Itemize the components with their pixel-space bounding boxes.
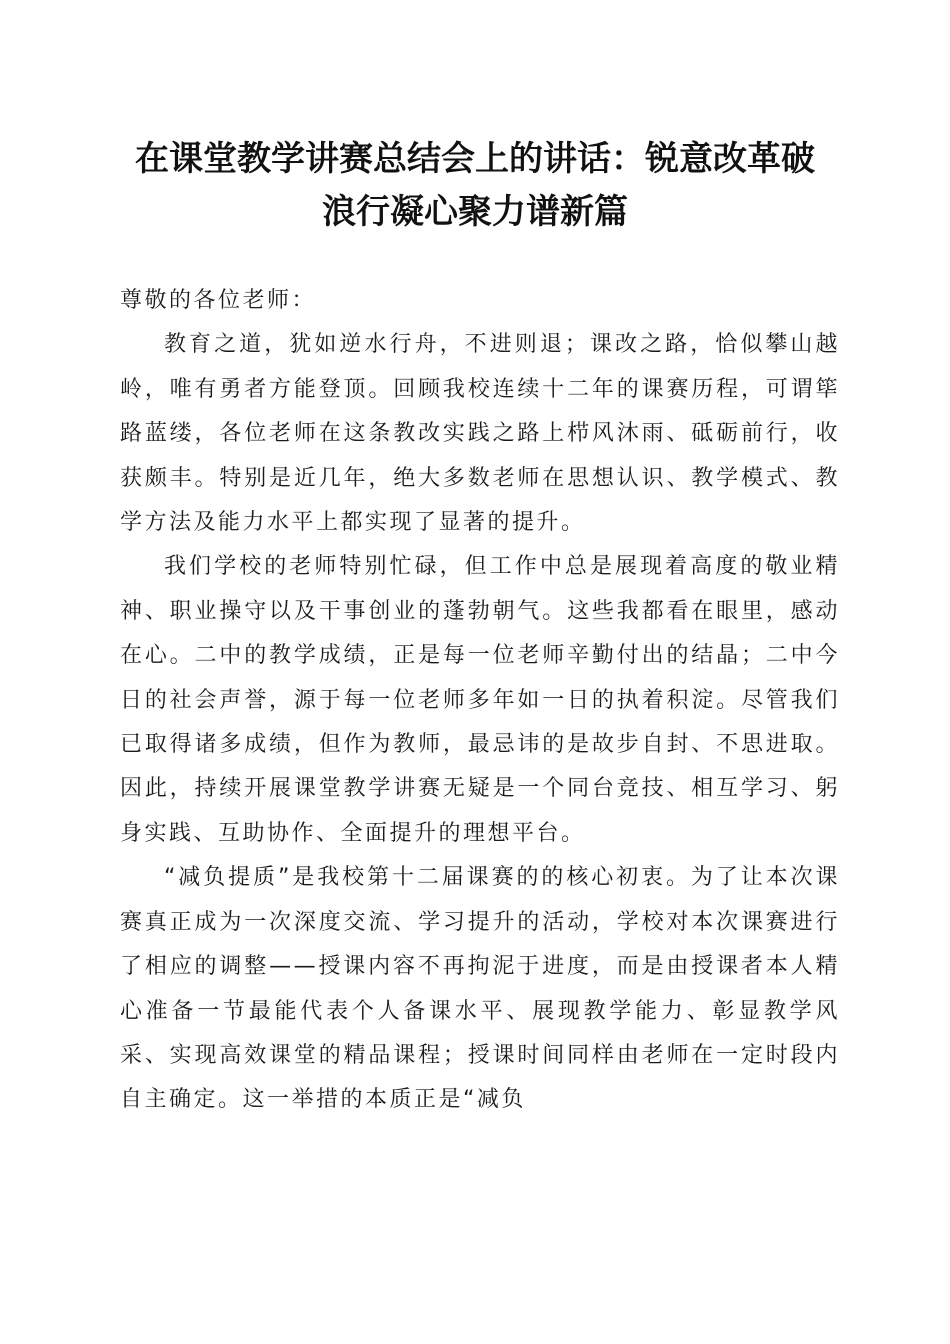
document-body [120,279,840,1123]
document-title [100,133,850,239]
salutation: 尊敬的各位老师： [120,288,317,313]
title-line-1: 在课堂教学讲赛总结会上的讲话：锐意改革破 [135,139,815,179]
paragraph: “减负提质”是我校第十二届课赛的的核心初衷。为了让本次课赛真正成为一次深度交流、学习提升的活动，学校对本次课赛进行了相应的调整——授课内容不再拘泥于进度，而是由授课者本人精心准备一节最能代表个人备课水平、展现教学能力、彰显教学风采、实现高效课堂的精品课程；授课时间同样由老师在一定时段内自主确定。这一举措的本质正是“减负 [120,865,840,1113]
paragraph: 我们学校的老师特别忙碌，但工作中总是展现着高度的敬业精神、职业操守以及干事创业的蓬勃朝气。这些我都看在眼里，感动在心。二中的教学成绩，正是每一位老师辛勤付出的结晶；二中今日的社会声誉，源于每一位老师多年如一日的执着积淀。尽管我们已取得诸多成绩，但作为教师，最忌讳的是故步自封、不思进取。因此，持续开展课堂教学讲赛无疑是一个同台竞技、相互学习、躬身实践、互助协作、全面提升的理想平台。 [120,554,840,846]
paragraph: 教育之道，犹如逆水行舟，不进则退；课改之路，恰似攀山越岭，唯有勇者方能登顶。回顾我校连续十二年的课赛历程，可谓筚路蓝缕，各位老师在这条教改实践之路上栉风沐雨、砥砺前行，收获颇丰。特别是近几年，绝大多数老师在思想认识、教学模式、教学方法及能力水平上都实现了显著的提升。 [120,332,840,536]
title-line-2: 浪行凝心聚力谱新篇 [322,192,628,232]
